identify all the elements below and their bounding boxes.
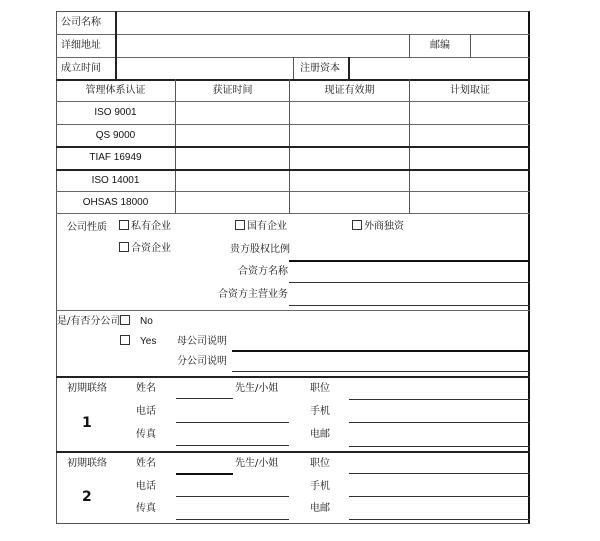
section-divider: [56, 310, 530, 311]
salutation-label: 先生/小姐: [235, 383, 279, 394]
cert-obtained-field[interactable]: [177, 148, 288, 169]
row-divider: [56, 213, 530, 214]
option-label: 合资企业: [131, 243, 171, 254]
checkbox-no[interactable]: [120, 315, 130, 325]
contact2-fax-field[interactable]: [176, 503, 288, 518]
company-name-field[interactable]: [117, 12, 528, 34]
cert-obtained-field[interactable]: [177, 125, 288, 146]
cert-row-name: ISO 9001: [94, 107, 137, 118]
share-ratio-field[interactable]: [289, 244, 529, 259]
name-line: [176, 398, 233, 399]
section-divider: [56, 451, 530, 453]
contact2-mobile-field[interactable]: [349, 480, 528, 495]
contact2-title-field[interactable]: [349, 457, 528, 472]
branch-desc-label: 分公司说明: [177, 356, 227, 367]
cert-row-name: QS 9000: [95, 130, 136, 141]
name-label: 姓名: [136, 458, 156, 469]
contact1-phone-field[interactable]: [176, 406, 288, 421]
option-no[interactable]: [120, 315, 153, 328]
branch-desc-line: [232, 371, 530, 372]
fax-line: [176, 445, 289, 446]
partner-business-field[interactable]: [289, 289, 529, 304]
phone-label: 电话: [136, 481, 156, 492]
partner-name-line: [289, 282, 530, 283]
mobile-line: [349, 496, 530, 497]
cert-planned-field[interactable]: [411, 192, 528, 213]
cert-row-name: TIAF 16949: [89, 152, 142, 163]
cert-header-valid: 现证有效期: [324, 85, 375, 96]
cert-row-name: OHSAS 18000: [82, 197, 149, 208]
checkbox-state-owned[interactable]: [235, 220, 245, 230]
company-nature-label: 公司性质: [67, 222, 107, 233]
subsidiary-label: 是/有否分公司: [57, 316, 121, 327]
parent-desc-line: [232, 350, 530, 352]
registered-capital-label: 注册资本: [300, 63, 340, 74]
share-ratio-label: 贵方股权比例: [230, 244, 290, 255]
email-label: 电邮: [310, 503, 330, 514]
parent-desc-field[interactable]: [232, 334, 528, 349]
contact1-fax-field[interactable]: [176, 429, 288, 444]
postcode-label: 邮编: [430, 40, 450, 51]
cell-divider: [409, 34, 410, 57]
option-foreign-owned[interactable]: [352, 220, 404, 233]
cert-header-planned: 计划取证: [450, 85, 490, 96]
branch-desc-field[interactable]: [232, 354, 528, 369]
option-label: 外商独资: [364, 221, 404, 232]
row-divider: [56, 79, 530, 81]
contact1-title-field[interactable]: [349, 383, 528, 398]
name-line: [176, 473, 233, 475]
phone-label: 电话: [136, 406, 156, 417]
email-line: [349, 519, 530, 520]
salutation-label: 先生/小姐: [235, 458, 279, 469]
option-label: No: [140, 316, 153, 327]
address-label: 详细地址: [61, 40, 101, 51]
cert-valid-field[interactable]: [291, 148, 408, 169]
checkbox-joint-venture[interactable]: [119, 242, 129, 252]
name-label: 姓名: [136, 383, 156, 394]
partner-business-label: 合资方主营业务: [218, 289, 288, 300]
cert-planned-field[interactable]: [411, 171, 528, 191]
fax-label: 传真: [136, 429, 156, 440]
title-label: 职位: [310, 383, 330, 394]
cert-valid-field[interactable]: [291, 125, 408, 146]
cert-valid-field[interactable]: [291, 171, 408, 191]
checkbox-foreign-owned[interactable]: [352, 220, 362, 230]
cert-valid-field[interactable]: [291, 192, 408, 213]
option-label: Yes: [140, 336, 157, 347]
cert-obtained-field[interactable]: [177, 171, 288, 191]
partner-business-line: [289, 305, 530, 306]
cert-valid-field[interactable]: [291, 102, 408, 123]
email-line: [349, 446, 530, 447]
contact-section-label: 初期联络: [67, 383, 107, 394]
mobile-line: [349, 422, 530, 423]
option-label: 国有企业: [247, 221, 287, 232]
option-private[interactable]: [119, 220, 171, 233]
contact1-mobile-field[interactable]: [349, 406, 528, 421]
cert-planned-field[interactable]: [411, 148, 528, 169]
title-line: [349, 399, 530, 400]
contact-number: 2: [82, 489, 92, 505]
checkbox-private[interactable]: [119, 220, 129, 230]
company-name-label: 公司名称: [61, 17, 101, 28]
cert-row-name: ISO 14001: [91, 175, 140, 186]
cert-obtained-field[interactable]: [177, 192, 288, 213]
checkbox-yes[interactable]: [120, 335, 130, 345]
option-state-owned[interactable]: [235, 220, 287, 233]
contact2-email-field[interactable]: [349, 503, 528, 518]
phone-line: [176, 496, 289, 497]
email-label: 电邮: [310, 429, 330, 440]
partner-name-label: 合资方名称: [238, 266, 288, 277]
option-yes[interactable]: [120, 335, 156, 348]
postcode-field[interactable]: [471, 35, 528, 57]
cert-planned-field[interactable]: [411, 102, 528, 123]
title-line: [349, 473, 530, 474]
section-divider: [56, 376, 530, 378]
option-joint-venture[interactable]: [119, 242, 171, 255]
contact2-phone-field[interactable]: [176, 480, 288, 495]
phone-line: [176, 422, 289, 423]
title-label: 职位: [310, 458, 330, 469]
fax-line: [176, 519, 289, 520]
parent-desc-label: 母公司说明: [177, 336, 227, 347]
address-field[interactable]: [117, 35, 409, 57]
cert-obtained-field[interactable]: [177, 102, 288, 123]
cert-header-obtained: 获证时间: [212, 85, 253, 96]
contact1-name-field[interactable]: [176, 382, 232, 397]
option-label: 私有企业: [131, 221, 171, 232]
contact-number: 1: [82, 415, 92, 431]
registered-capital-field[interactable]: [350, 58, 528, 79]
mobile-label: 手机: [310, 481, 330, 492]
cert-planned-field[interactable]: [411, 125, 528, 146]
contact1-email-field[interactable]: [349, 429, 528, 444]
contact2-name-field[interactable]: [176, 457, 232, 472]
cell-divider: [293, 57, 294, 79]
cert-header-system: 管理体系认证: [85, 85, 146, 96]
founded-label: 成立时间: [61, 63, 101, 74]
fax-label: 传真: [136, 503, 156, 514]
partner-name-field[interactable]: [289, 266, 529, 281]
contact-section-label: 初期联络: [67, 458, 107, 469]
founded-field[interactable]: [117, 58, 293, 79]
mobile-label: 手机: [310, 406, 330, 417]
share-ratio-line: [289, 260, 530, 262]
